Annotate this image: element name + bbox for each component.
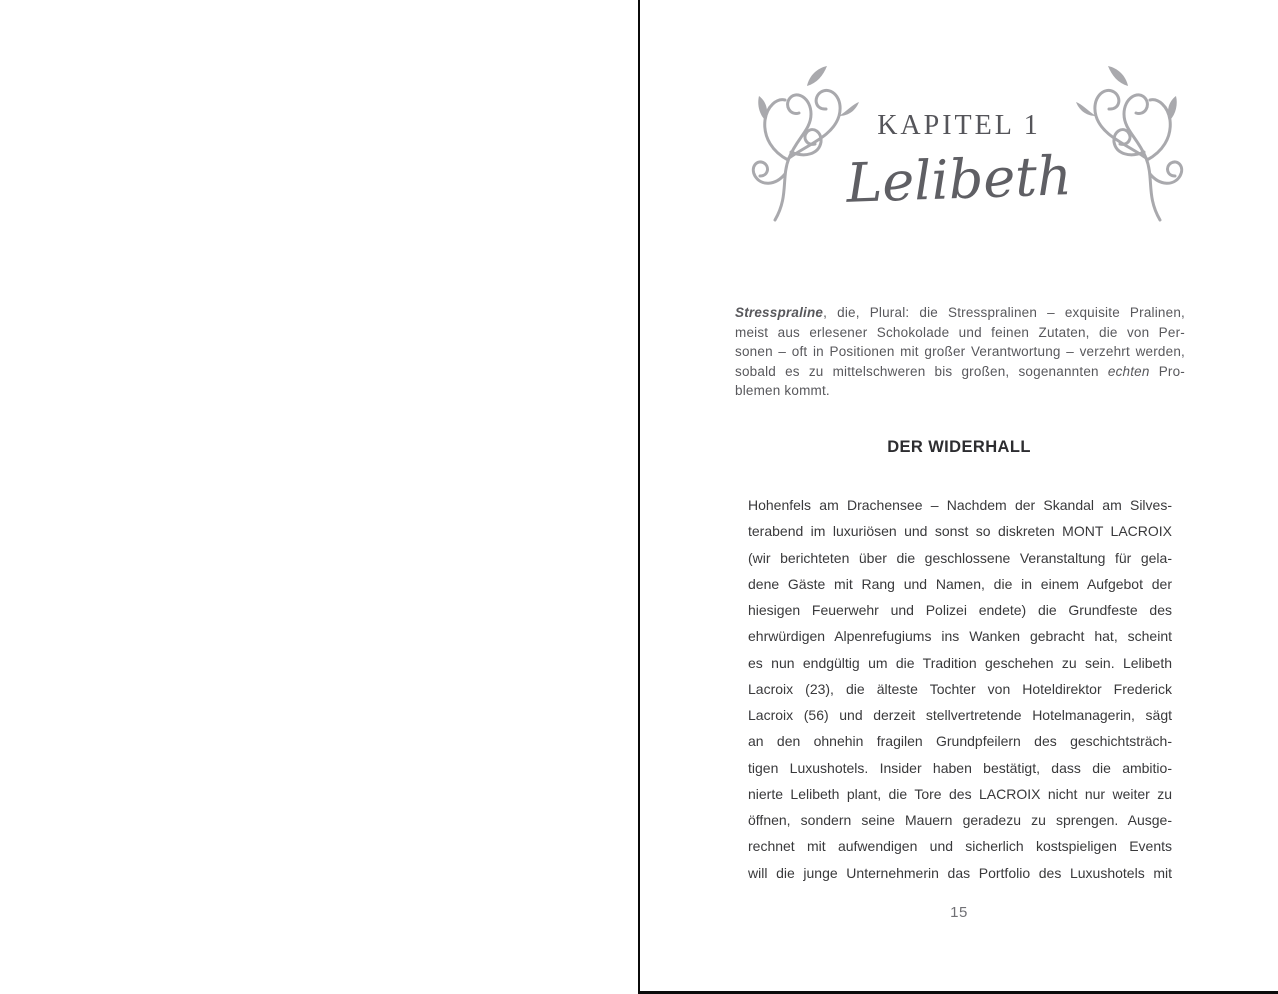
text-line: es nun endgültig um die Tradition geschehen zu sein. Lelibeth — [748, 654, 1172, 671]
text-line: öffnen, sondern seine Mauern geradezu zu sprengen. Ausge- — [748, 812, 1172, 828]
text-line: will die junge Unternehmerin das Portfolio des Luxushotels mit — [748, 864, 1172, 881]
text-line: tigen Luxushotels. Insider haben bestätigt, dass die ambitio- — [748, 759, 1172, 776]
right-page — [640, 0, 1278, 991]
text-line: blemen kommt. — [735, 383, 830, 399]
text-line: Lacroix (23), die älteste Tochter von Hoteldirektor Frederick — [748, 680, 1172, 697]
text-line: hiesigen Feuerwehr und Polizei endete) die Grundfeste des — [748, 602, 1172, 618]
text-line: ehrwürdigen Alpenrefugiums ins Wanken gebracht hat, scheint — [748, 628, 1172, 645]
text-line: sobald es zu mittelschweren bis großen, sogenannten echten Pro- — [735, 363, 1185, 379]
definition-paragraph — [735, 303, 1185, 401]
text-line: dene Gäste mit Rang und Namen, die in einem Aufgebot der — [748, 575, 1172, 592]
article-body-paragraph — [748, 492, 1172, 886]
text-line: nierte Lelibeth plant, die Tore des LACROIX nicht nur weiter zu — [748, 785, 1172, 802]
text-line: Stresspraline, die, Plural: die Stresspralinen – exquisite Pralinen, — [735, 305, 1185, 320]
text-line: sonen – oft in Positionen mit großer Verantwortung – verzehrt werden, — [735, 344, 1185, 360]
text-line: Hohenfels am Drachensee – Nachdem der Skandal am Silves- — [748, 497, 1172, 513]
left-page-blank — [0, 0, 638, 994]
text-line: (wir berichteten über die geschlossene Veranstaltung für gela- — [748, 549, 1172, 566]
text-line: meist aus erlesener Schokolade und feinen Zutaten, die von Per- — [735, 324, 1185, 340]
chapter-kicker: KAPITEL 1 — [877, 110, 1041, 141]
section-heading: DER WIDERHALL — [887, 438, 1031, 456]
chapter-title-script: Lelibeth — [845, 144, 1073, 215]
text-line: Lacroix (56) und derzeit stellvertretende Hotelmanagerin, sägt — [748, 707, 1172, 723]
page-number: 15 — [950, 904, 968, 921]
text-line: terabend im luxuriösen und sonst so diskreten MONT LACROIX — [748, 523, 1172, 540]
text-line: an den ohnehin fragilen Grundpfeilern des geschichtsträch- — [748, 733, 1172, 750]
text-line: rechnet mit aufwendigen und sicherlich kostspieligen Events — [748, 838, 1172, 855]
